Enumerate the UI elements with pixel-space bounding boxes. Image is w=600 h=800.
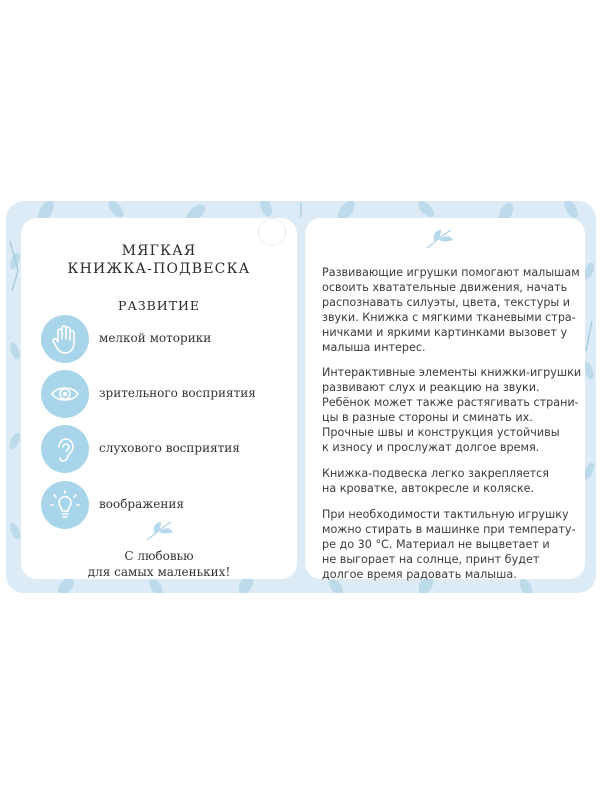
leaf-icon — [143, 518, 175, 544]
lightbulb-icon — [41, 481, 89, 529]
love-line-1: С любовью — [124, 549, 194, 563]
feature-label: зрительного восприятия — [99, 386, 256, 400]
paragraph-4: При необходимости тактильную игрушку можно стирать в машинке при температу- ре до 30 °С. Материал не выцветает и не выгорает на солнце, принт будет долгое время радовать малыша. — [322, 508, 576, 581]
leaf-icon — [423, 226, 455, 252]
hanger-hole-left — [259, 219, 285, 245]
section-subtitle: РАЗВИТИЕ — [117, 298, 201, 313]
love-line-2: для самых маленьких! — [87, 565, 231, 579]
feature-label: мелкой моторики — [99, 331, 212, 345]
feature-label: слухового восприятия — [99, 441, 240, 455]
right-page — [305, 218, 585, 579]
ear-icon — [41, 425, 89, 473]
hand-icon — [41, 315, 89, 363]
title-line-2: КНИЖКА-ПОДВЕСКА — [67, 261, 251, 277]
title-line-1: МЯГКАЯ — [121, 243, 197, 259]
paragraph-1: Развивающие игрушки помогают малышам освоить хватательные движения, начать распознавать силуэты, цвета, текстуры и звуки. Книжка с мягкими тканевыми стра- ничками и яркими картинками вызовет у малыша интерес. — [322, 266, 580, 354]
left-page — [21, 218, 297, 579]
love-caption — [21, 548, 297, 580]
page-title — [21, 242, 297, 278]
paragraph-3: Книжка-подвеска легко закрепляется на кроватке, автокресле и коляске. — [322, 467, 550, 495]
booklet — [6, 201, 596, 593]
eye-icon — [41, 370, 89, 418]
paragraph-2: Интерактивные элементы книжки-игрушки развивают слух и реакцию на звуки. Ребёнок может также растягивать страни- цы в разные стороны и сминать их. Прочные швы и конструкция устойчивы к износу и прослужат долгое время. — [322, 366, 582, 454]
feature-label: воображения — [99, 497, 184, 511]
